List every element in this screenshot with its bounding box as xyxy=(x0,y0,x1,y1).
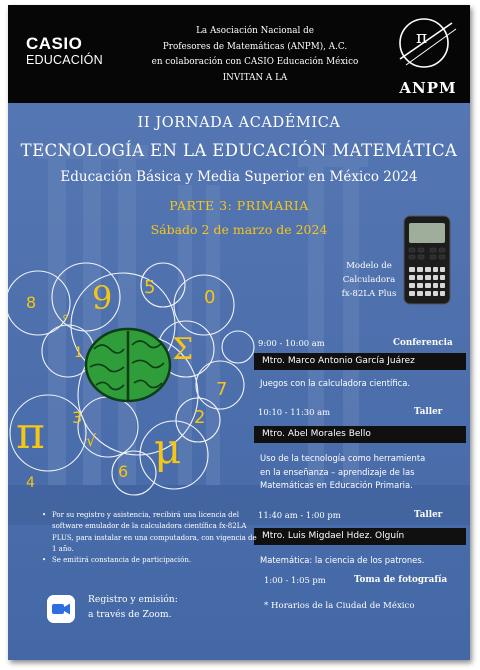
invitation-text: La Asociación Nacional de Profesores de Matemáticas (ANPM), A.C. en colaboración con CASIO Educación México INVITAN A LA xyxy=(151,26,359,83)
speaker-2: Mtro. Abel Morales Bello xyxy=(254,426,466,443)
event-edition: II JORNADA ACADÉMICA xyxy=(137,115,341,131)
glyph-sqrt: √ xyxy=(86,431,97,450)
glyph-pi: π xyxy=(16,408,45,459)
description-2: Uso de la tecnología como herramienta en la enseñanza – aprendizaje de las Matemáticas en Educación Primaria. xyxy=(260,453,426,490)
math-brain-illustration xyxy=(8,245,258,500)
anpm-label: ANPM xyxy=(399,79,457,97)
glyph-6: 6 xyxy=(118,462,129,481)
note-item: • Por su registro y asistencia, recibirá una licencia del software emulador de la calculadora científica fx-82LA PLUS, para instalar en una computadora, con vigencia de 1 año. xyxy=(42,510,257,555)
glyph-0: 0 xyxy=(204,287,216,308)
schedule-time-2: 10:10 - 11:30 am xyxy=(258,407,331,417)
schedule-type-3: Taller xyxy=(414,510,443,520)
glyph-7: 7 xyxy=(216,379,228,400)
description-1: Juegos con la calculadora científica. xyxy=(260,378,411,388)
closing-activity: Toma de fotografía xyxy=(354,575,448,585)
glyph-2: 2 xyxy=(194,407,206,428)
glyph-sigma: Σ xyxy=(172,332,194,367)
event-title: TECNOLOGÍA EN LA EDUCACIÓN MATEMÁTICA xyxy=(20,141,458,160)
calculator-image xyxy=(403,215,451,305)
schedule-type-1: Conferencia xyxy=(393,338,453,348)
glyph-9: 9 xyxy=(92,279,113,317)
glyph-5: 5 xyxy=(144,277,156,298)
svg-text:π: π xyxy=(416,28,428,48)
note-item: • Se emitirá constancia de participación. xyxy=(42,555,257,566)
schedule-type-2: Taller xyxy=(414,407,443,417)
glyph-3: 3 xyxy=(72,408,83,427)
event-part: PARTE 3: PRIMARIA xyxy=(169,198,309,213)
schedule-time-1: 9:00 - 10:00 am xyxy=(258,338,325,348)
calculator-label: Modelo de Calculadora fx-82LA Plus xyxy=(341,261,397,299)
anpm-logo-icon xyxy=(386,13,466,71)
glyph-degree: ° xyxy=(62,313,69,329)
timezone-footnote: * Horarios de la Ciudad de México xyxy=(264,601,415,611)
speaker-1: Mtro. Marco Antonio García Juárez xyxy=(254,353,466,370)
casio-logo: CASIO EDUCACIÓN xyxy=(26,34,103,67)
speaker-3: Mtro. Luis Migdael Hdez. Olguín xyxy=(254,528,466,545)
brain-icon xyxy=(86,329,170,401)
glyph-mu: μ xyxy=(154,424,182,473)
event-subtitle: Educación Básica y Media Superior en México 2024 xyxy=(60,169,418,185)
registration-info: Registro y emisión: a través de Zoom. xyxy=(88,594,178,620)
event-date: Sábado 2 de marzo de 2024 xyxy=(150,222,328,237)
header-bar xyxy=(8,5,470,103)
closing-time: 1:00 - 1:05 pm xyxy=(264,575,326,585)
glyph-8: 8 xyxy=(26,293,37,312)
notes-list xyxy=(42,510,257,566)
schedule-time-3: 11:40 am - 1:00 pm xyxy=(258,510,341,520)
poster xyxy=(8,5,470,660)
glyph-1: 1 xyxy=(74,345,83,361)
zoom-icon xyxy=(47,595,75,623)
description-3: Matemática: la ciencia de los patrones. xyxy=(260,555,425,565)
glyph-4: 4 xyxy=(26,475,35,491)
